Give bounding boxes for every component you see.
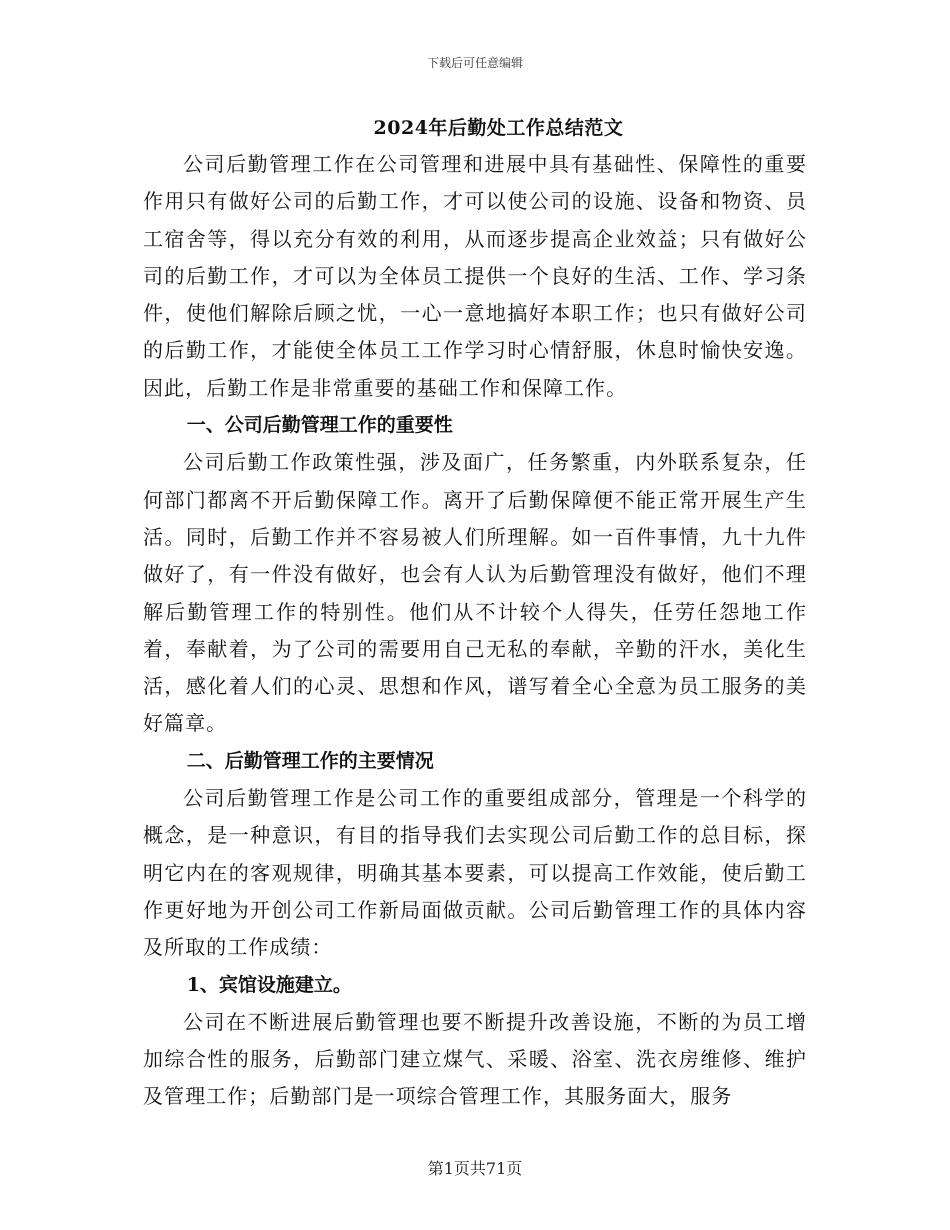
section-heading: 二、后勤管理工作的主要情况 — [186, 749, 434, 772]
paragraph: 公司后勤管理工作在公司管理和进展中具有基础性、保障性的重要作用只有做好公司的后勤工作，才可以使公司的设施、设备和物资、员工宿舍等，得以充分有效的利用，从而逐步提高企业效益；只有做好公司的后勤工作，才可以为全体员工提供一个良好的生活、工作、学习条件，使他们解除后顾之忧，一心一意地搞好本职工作；也只有做好公司的后勤工作，才能使全体员工工作学习时心情舒服，休息时愉快安逸。因此，后勤工作是非常重要的基础工作和保障工作。 — [143, 152, 807, 400]
paragraph: 公司后勤工作政策性强，涉及面广，任务繁重，内外联系复杂，任何部门都离不开后勤保障工作。离开了后勤保障便不能正常开展生产生活。同时，后勤工作并不容易被人们所理解。如一百件事情，九十九件做好了，有一件没有做好，也会有人认为后勤管理没有做好，他们不理解后勤管理工作的特别性。他们从不计较个人得失，任劳任怨地工作着，奉献着，为了公司的需要用自己无私的奉献，辛勤的汗水，美化生活，感化着人们的心灵、思想和作风，谱写着全心全意为员工服务的美好篇章。 — [143, 450, 807, 736]
subsection-heading: 1、宾馆设施建立。 — [186, 973, 352, 996]
section-heading: 一、公司后勤管理工作的重要性 — [186, 414, 453, 437]
header-note: 下载后可任意编辑 — [426, 56, 523, 70]
page-footer: 第1页共71页 — [427, 1159, 523, 1178]
document-title: 2024年后勤处工作总结范文 — [373, 117, 624, 139]
paragraph: 公司后勤管理工作是公司工作的重要组成部分，管理是一个科学的概念，是一种意识，有目的指导我们去实现公司后勤工作的总目标，探明它内在的客观规律，明确其基本要素，可以提高工作效能，使后勤工作更好地为开创公司工作新局面做贡献。公司后勤管理工作的具体内容及所取的工作成绩： — [143, 786, 807, 960]
document-body — [143, 146, 807, 1116]
paragraph: 公司在不断进展后勤管理也要不断提升改善设施，不断的为员工增加综合性的服务，后勤部门建立煤气、采暖、浴室、洗衣房维修、维护及管理工作；后勤部门是一项综合管理工作，其服务面大，服务 — [143, 1009, 807, 1109]
